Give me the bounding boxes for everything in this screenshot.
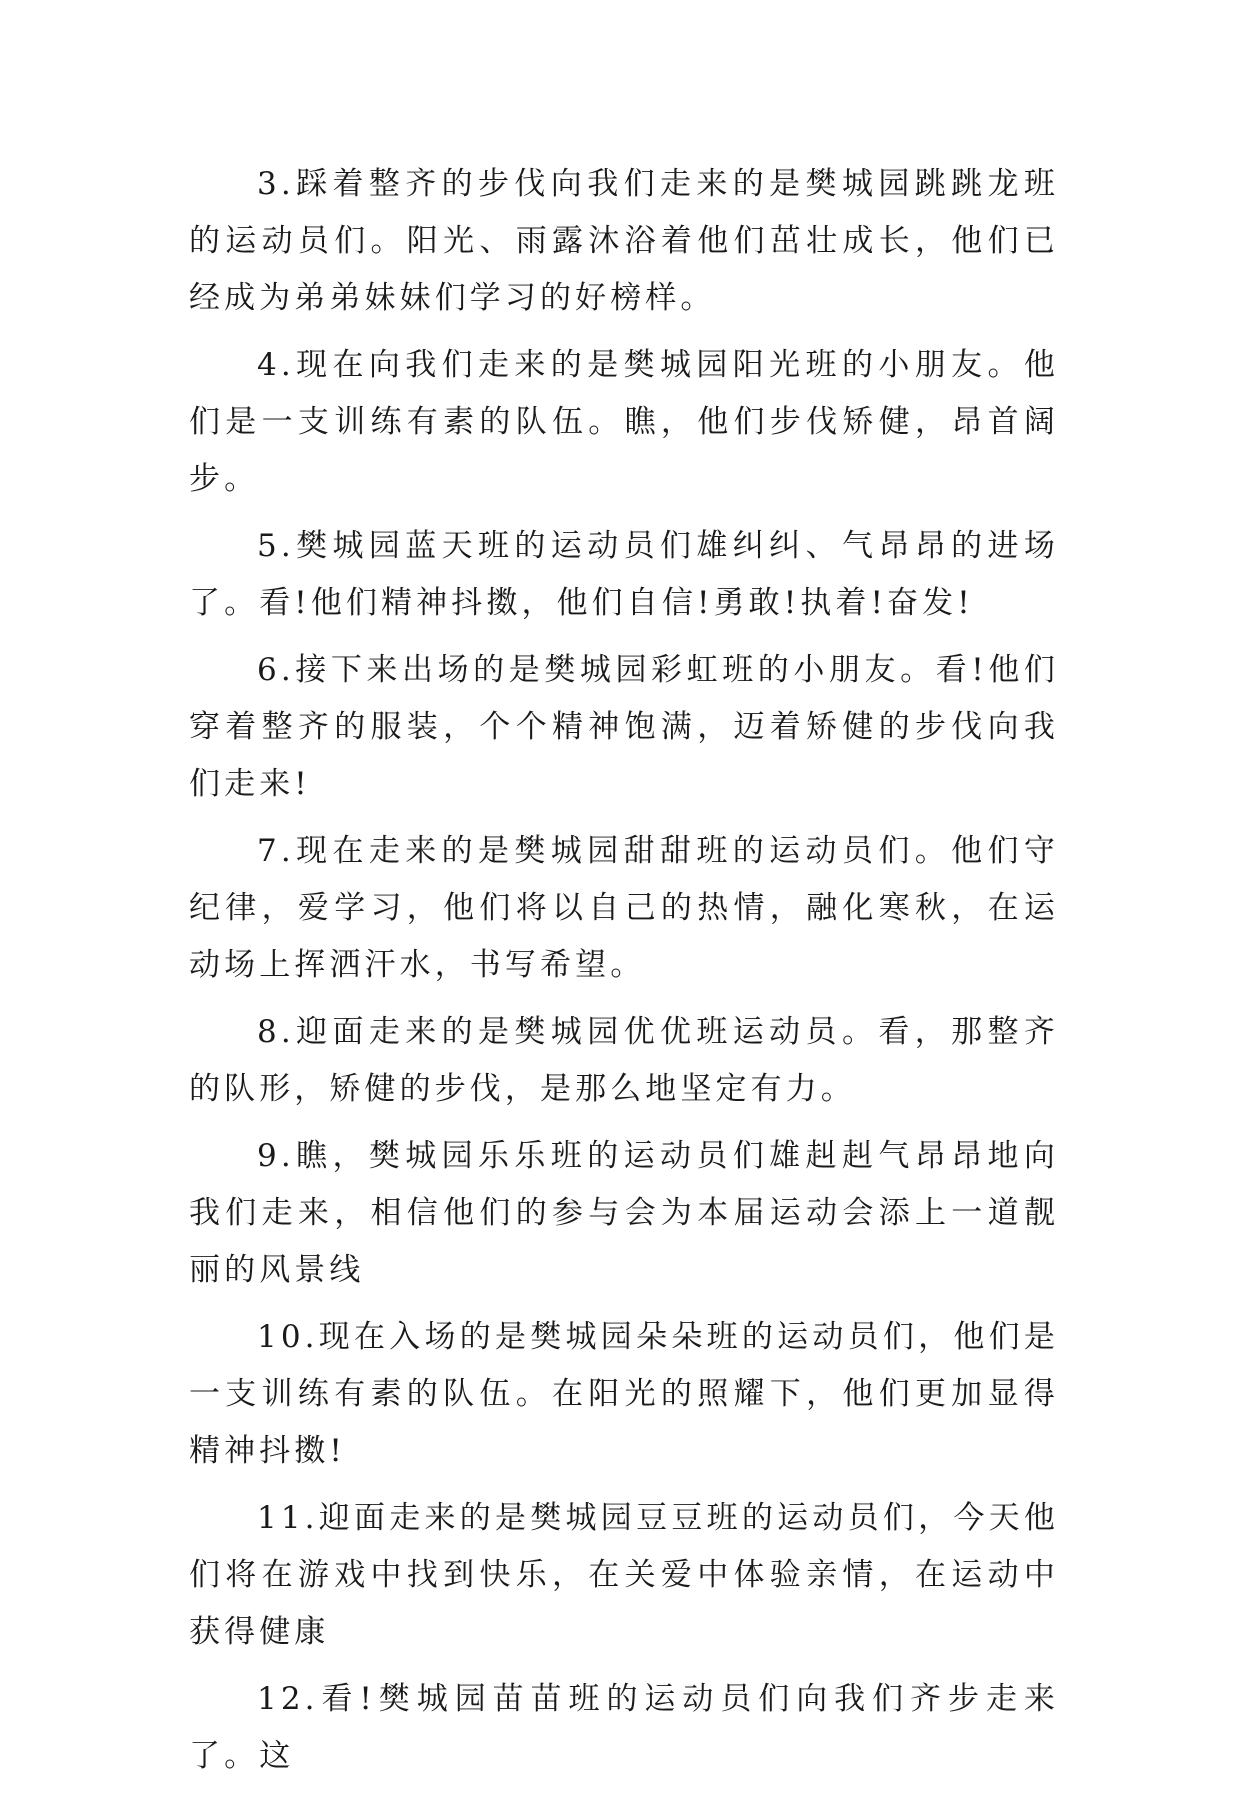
- paragraph-4: 4.现在向我们走来的是樊城园阳光班的小朋友。他们是一支训练有素的队伍。瞧，他们步伐矫健，昂首阔步。: [189, 347, 1059, 497]
- paragraph-8: 8.迎面走来的是樊城园优优班运动员。看，那整齐的队形，矫健的步伐，是那么地坚定有力。: [189, 1014, 1059, 1107]
- paragraph-11: 11.迎面走来的是樊城园豆豆班的运动员们，今天他们将在游戏中找到快乐，在关爱中体验亲情，在运动中获得健康: [189, 1500, 1059, 1650]
- paragraph-3: 3.踩着整齐的步伐向我们走来的是樊城园跳跳龙班的运动员们。阳光、雨露沐浴着他们茁壮成长，他们已经成为弟弟妹妹们学习的好榜样。: [189, 166, 1059, 316]
- paragraph-6: 6.接下来出场的是樊城园彩虹班的小朋友。看!他们穿着整齐的服装，个个精神饱满，迈着矫健的步伐向我们走来!: [189, 652, 1059, 802]
- paragraph-9: 9.瞧，樊城园乐乐班的运动员们雄赳赳气昂昂地向我们走来，相信他们的参与会为本届运动会添上一道靓丽的风景线: [189, 1138, 1059, 1288]
- paragraph-10: 10.现在入场的是樊城园朵朵班的运动员们，他们是一支训练有素的队伍。在阳光的照耀下，他们更加显得精神抖擞!: [189, 1319, 1059, 1469]
- paragraph-7: 7.现在走来的是樊城园甜甜班的运动员们。他们守纪律，爱学习，他们将以自己的热情，融化寒秋，在运动场上挥洒汗水，书写希望。: [189, 833, 1059, 983]
- document-body: [189, 156, 1059, 1795]
- paragraph-5: 5.樊城园蓝天班的运动员们雄纠纠、气昂昂的进场了。看!他们精神抖擞，他们自信!勇敢!执着!奋发!: [189, 528, 1059, 621]
- paragraph-12: 12.看!樊城园苗苗班的运动员们向我们齐步走来了。这: [189, 1681, 1059, 1774]
